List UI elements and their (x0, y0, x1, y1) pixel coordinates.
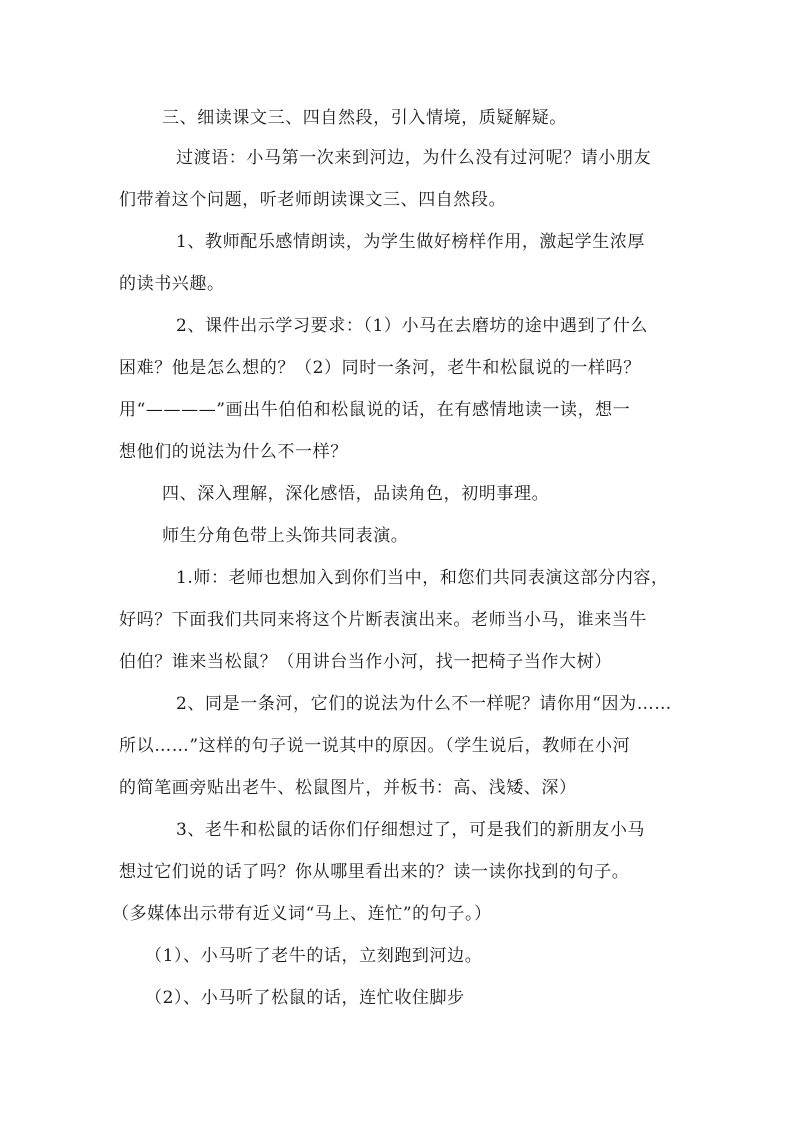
roleplay-intro: 师生分角色带上头饰共同表演。 (162, 526, 409, 546)
step-1-line-2: 好吗？下面我们共同来将这个片断表演出来。老师当小马，谁来当牛 (119, 610, 647, 630)
item-1-line-1: 1、教师配乐感情朗读，为学生做好榜样作用，激起学生浓厚 (176, 232, 646, 252)
section-3-heading: 三、细读课文三、四自然段，引入情境，质疑解疑。 (162, 108, 567, 128)
step-3-line-2: 想过它们说的话了吗？你从哪里看出来的？读一读你找到的句子。 (119, 862, 630, 882)
item-2-line-1: 2、课件出示学习要求：（1）小马在去磨坊的途中遇到了什么 (176, 316, 648, 336)
item-2-line-4: 想他们的说法为什么不一样？ (119, 442, 348, 462)
step-2-line-2: 所以……”这样的句子说一说其中的原因。（学生说后，教师在小河 (119, 736, 631, 756)
step-1-line-3: 伯伯？谁来当松鼠？（用讲台当作小河，找一把椅子当作大树） (119, 652, 612, 672)
item-2-line-2: 困难？他是怎么想的？（2）同时一条河，老牛和松鼠说的一样吗？ (119, 358, 641, 378)
sentence-2: （2）、小马听了松鼠的话，连忙收住脚步 (145, 988, 465, 1008)
sentence-1: （1）、小马听了老牛的话，立刻跑到河边。 (145, 946, 483, 966)
step-1-line-1: 1.师：老师也想加入到你们当中，和您们共同表演这部分内容， (176, 568, 669, 588)
step-2-line-1: 2、同是一条河，它们的说法为什么不一样呢？请你用“因为…… (176, 694, 672, 714)
transition-line-1: 过渡语：小马第一次来到河边，为什么没有过河呢？请小朋友 (176, 148, 652, 168)
item-2-line-3: 用“————”画出牛伯伯和松鼠说的话，在有感情地读一读，想一 (119, 400, 631, 420)
section-4-heading: 四、深入理解，深化感悟，品读角色，初明事理。 (162, 484, 550, 504)
item-1-line-2: 的读书兴趣。 (119, 274, 225, 294)
step-3-line-1: 3、老牛和松鼠的话你们仔细想过了，可是我们的新朋友小马 (176, 820, 646, 840)
transition-line-2: 们带着这个问题，听老师朗读课文三、四自然段。 (119, 190, 507, 210)
step-2-line-3: 的简笔画旁贴出老牛、松鼠图片，并板书：高、浅矮、深） (119, 778, 577, 798)
step-3-line-3: （多媒体出示带有近义词“马上、连忙”的句子。） (112, 904, 492, 924)
